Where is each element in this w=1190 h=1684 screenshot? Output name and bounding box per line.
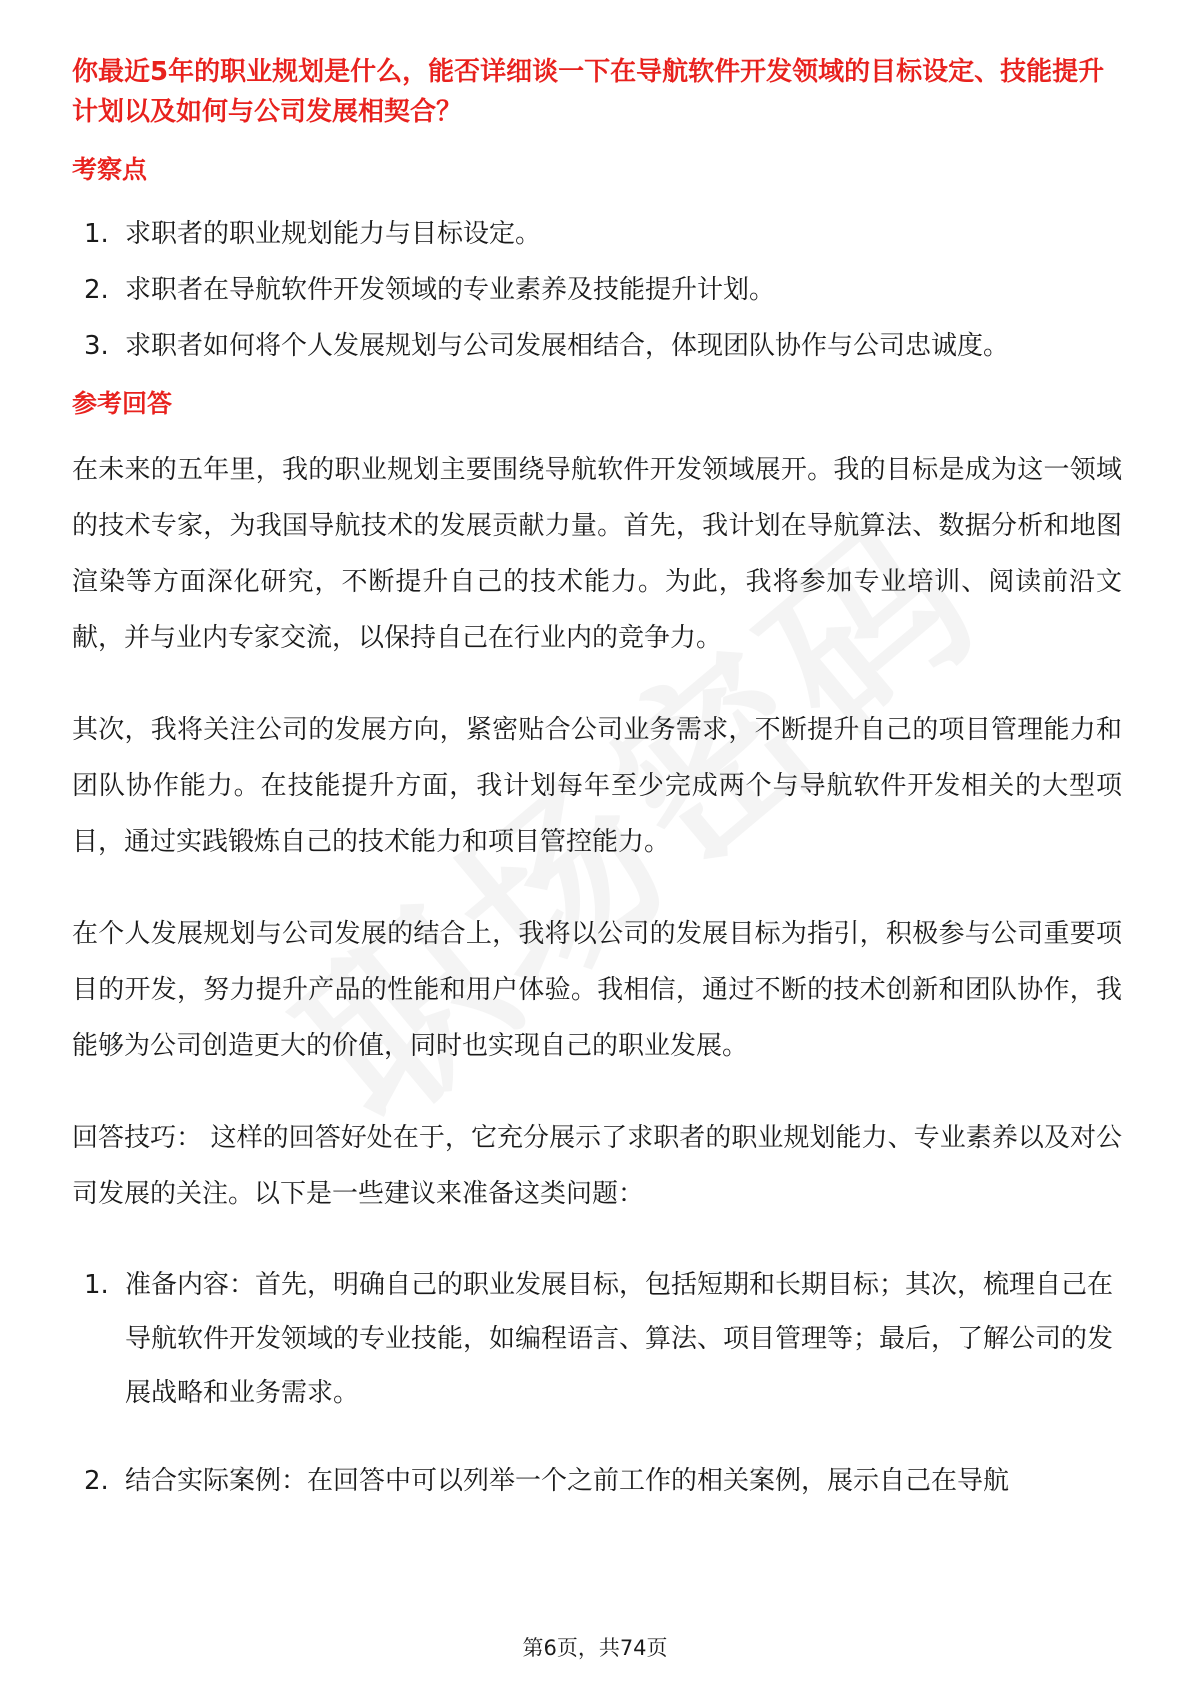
focus-item-text: 求职者在导航软件开发领域的专业素养及技能提升计划。 (125, 275, 776, 305)
tips-list (72, 1258, 1122, 1508)
tip-item (72, 1454, 1122, 1508)
focus-item-number: 1. (84, 219, 109, 249)
answer-paragraph: 在个人发展规划与公司发展的结合上，我将以公司的发展目标为指引，积极参与公司重要项目的开发，努力提升产品的性能和用户体验。我相信，通过不断的技术创新和团队协作，我能够为公司创造更大的价值，同时也实现自己的职业发展。 (72, 919, 1122, 1061)
question-heading: 你最近5年的职业规划是什么，能否详细谈一下在导航软件开发领域的目标设定、技能提升计划以及如何与公司发展相契合？ (72, 57, 1105, 127)
focus-item (72, 216, 1122, 252)
tip-item-number: 2. (84, 1466, 109, 1496)
focus-item-number: 2. (84, 275, 109, 305)
section-answer-title: 参考回答 (72, 389, 173, 418)
tip-item-text: 准备内容：首先，明确自己的职业发展目标，包括短期和长期目标；其次，梳理自己在导航软件开发领域的专业技能，如编程语言、算法、项目管理等；最后，了解公司的发展战略和业务需求。 (125, 1270, 1114, 1408)
tip-item-number: 1. (84, 1270, 109, 1300)
focus-item-number: 3. (84, 331, 109, 361)
focus-item-text: 求职者的职业规划能力与目标设定。 (125, 219, 542, 249)
document-page (72, 52, 1122, 1542)
tip-item-text: 结合实际案例：在回答中可以列举一个之前工作的相关案例，展示自己在导航 (125, 1466, 1010, 1496)
page-footer: 第6页，共74页 (522, 1636, 668, 1660)
answer-tips-intro: 回答技巧： 这样的回答好处在于，它充分展示了求职者的职业规划能力、专业素养以及对公司发展的关注。以下是一些建议来准备这类问题： (72, 1123, 1122, 1209)
section-focus-title: 考察点 (72, 155, 148, 184)
focus-list (72, 216, 1122, 364)
tip-item (72, 1258, 1122, 1420)
focus-item (72, 272, 1122, 308)
focus-item (72, 328, 1122, 364)
focus-item-text: 求职者如何将个人发展规划与公司发展相结合，体现团队协作与公司忠诚度。 (125, 331, 1010, 361)
answer-paragraph: 在未来的五年里，我的职业规划主要围绕导航软件开发领域展开。我的目标是成为这一领域的技术专家，为我国导航技术的发展贡献力量。首先，我计划在导航算法、数据分析和地图渲染等方面深化研究，不断提升自己的技术能力。为此，我将参加专业培训、阅读前沿文献，并与业内专家交流，以保持自己在行业内的竞争力。 (72, 455, 1122, 653)
answer-paragraph: 其次，我将关注公司的发展方向，紧密贴合公司业务需求，不断提升自己的项目管理能力和团队协作能力。在技能提升方面，我计划每年至少完成两个与导航软件开发相关的大型项目，通过实践锻炼自己的技术能力和项目管控能力。 (72, 715, 1122, 857)
